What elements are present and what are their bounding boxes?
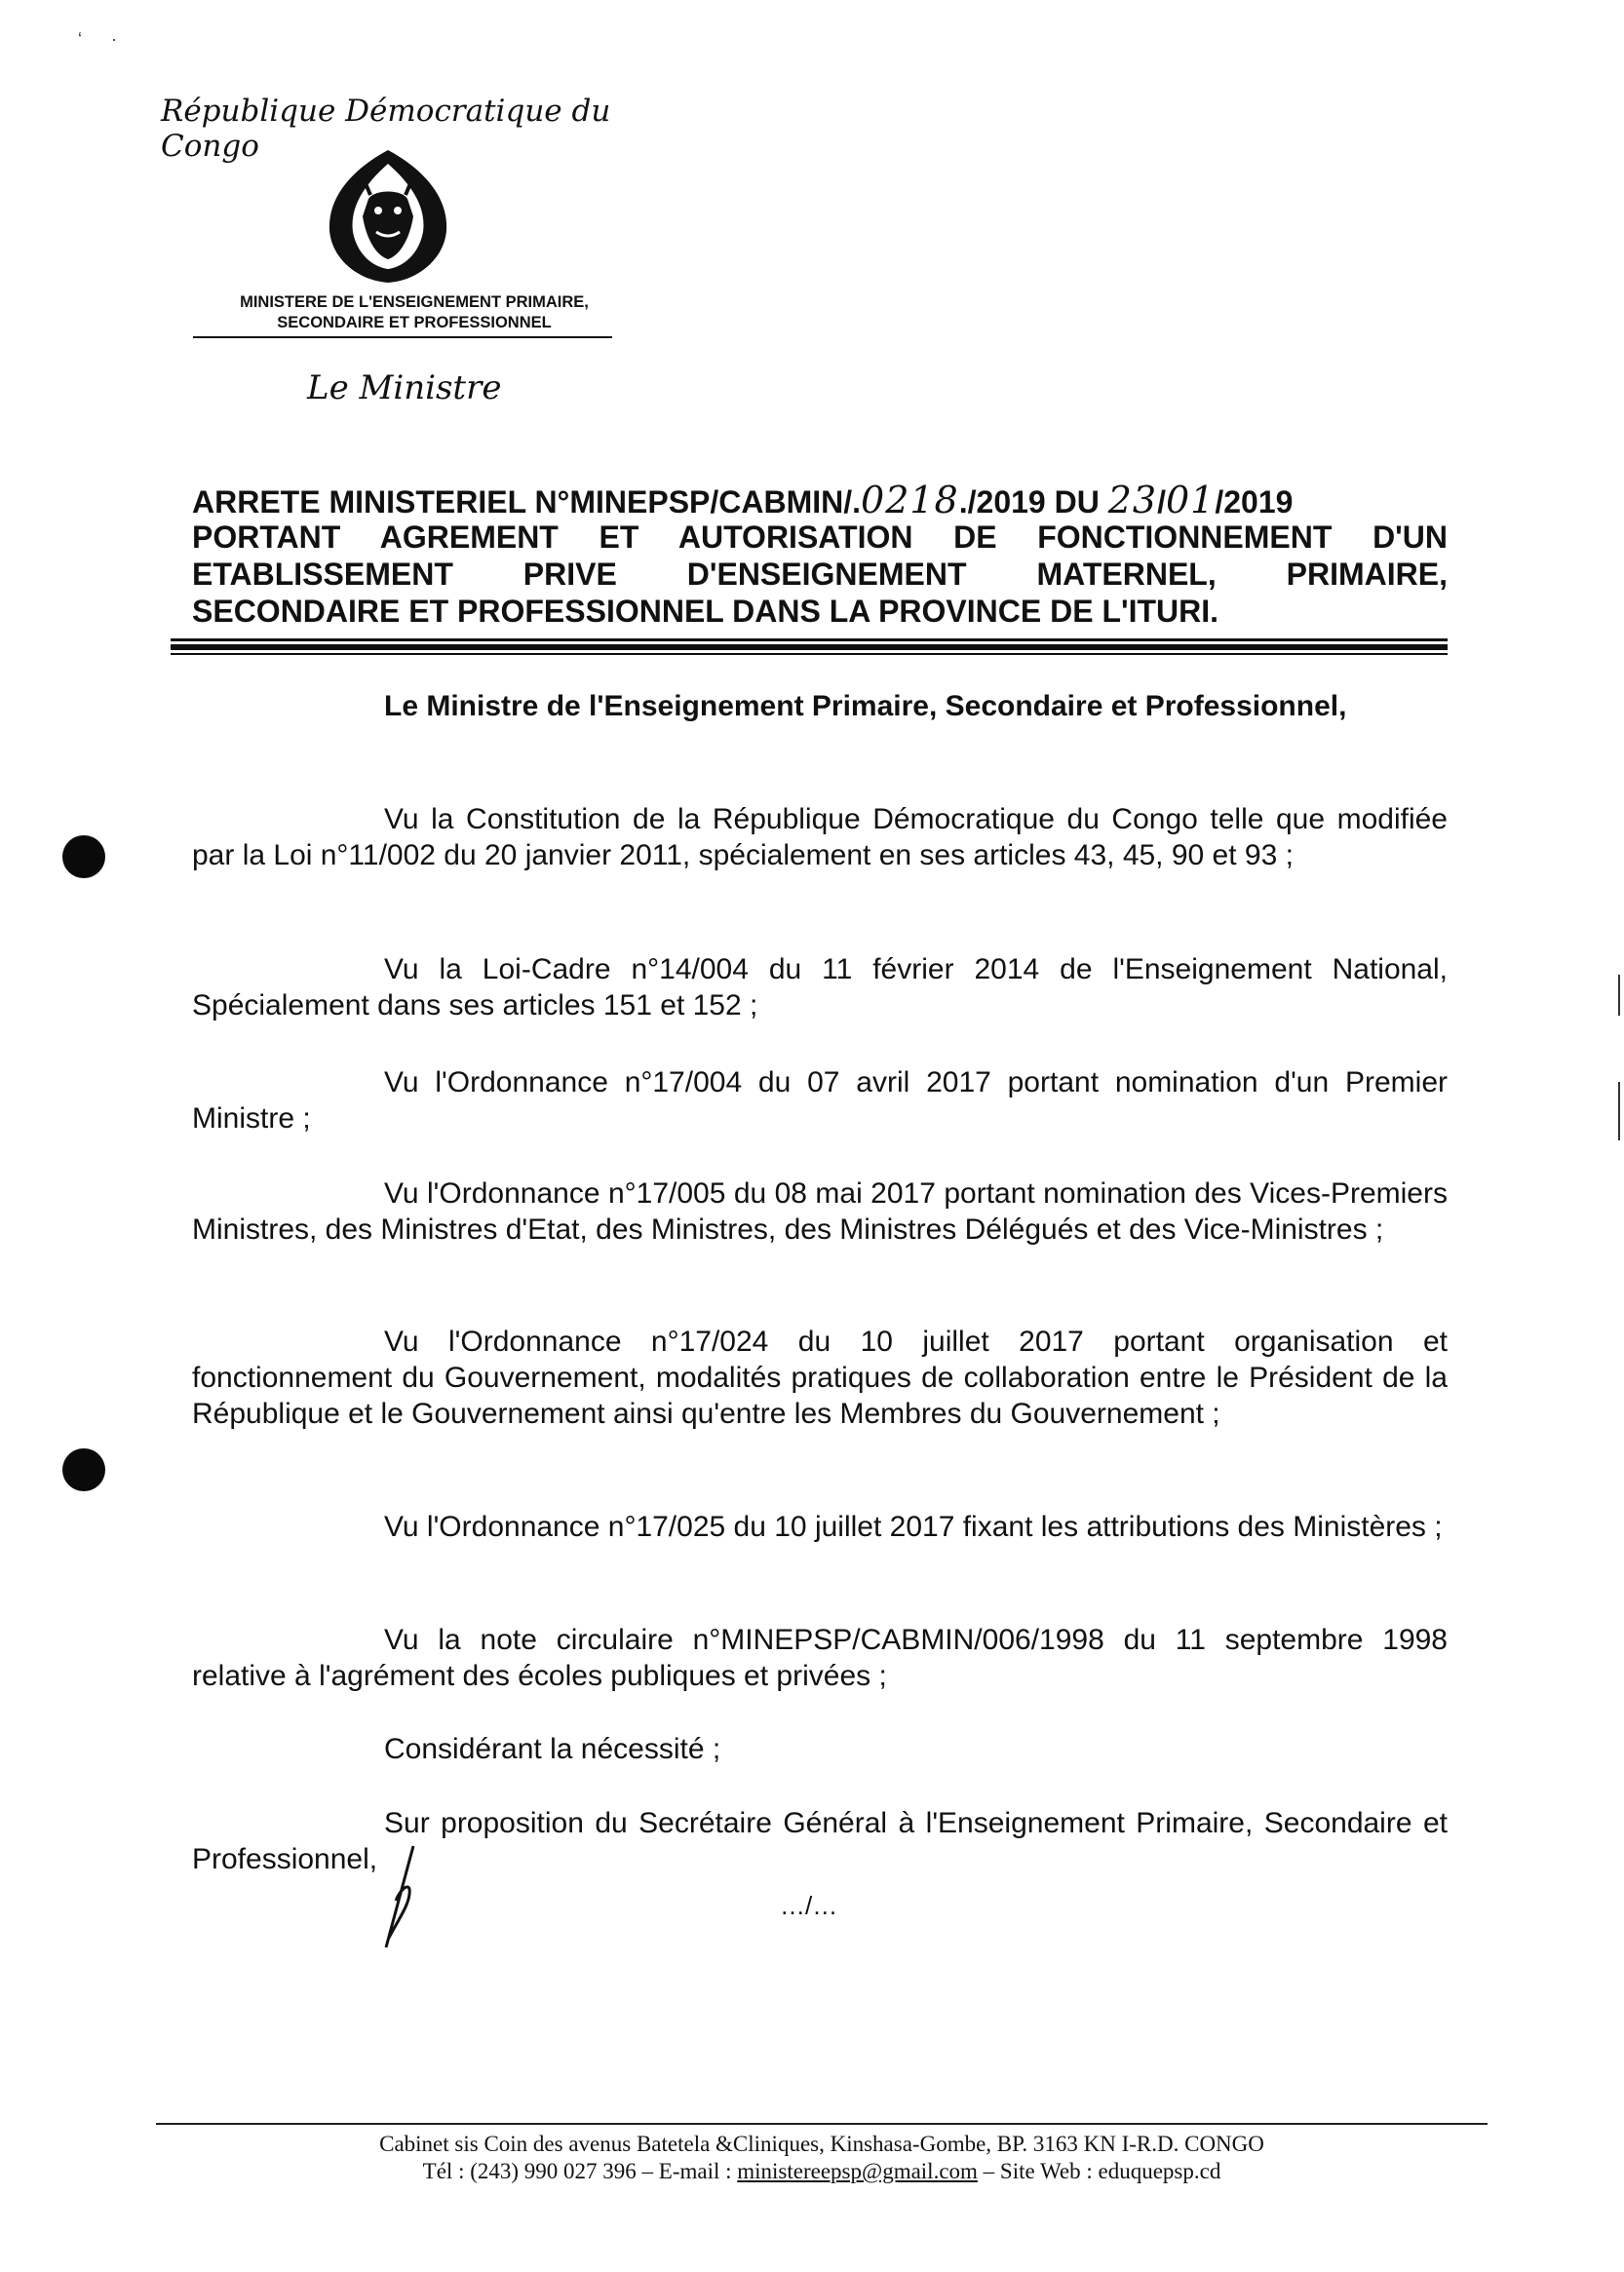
scan-mark: ‘ · xyxy=(78,29,117,49)
handwritten-day: 23 xyxy=(1107,479,1158,521)
title-line-2 xyxy=(192,519,1448,556)
le-ministre-heading: Le Ministre xyxy=(307,368,502,407)
footer-email-link[interactable]: ministereepsp@gmail.com xyxy=(737,2159,978,2183)
scan-edge-mark xyxy=(1618,975,1620,1016)
footer-contact xyxy=(156,2158,1488,2185)
footer-divider xyxy=(156,2123,1488,2125)
title-date-year: /2019 xyxy=(1215,484,1294,520)
preamble-paragraph: Vu l'Ordonnance n°17/025 du 10 juillet 2017 fixant les attributions des Ministères ; xyxy=(384,1511,1443,1543)
preamble-paragraph: Vu l'Ordonnance n°17/005 du 08 mai 2017 portant nomination des Vices-Premiers Ministres, des Ministres d'Etat, des Ministres, des Ministres Délégués et des Vice-Ministres ; xyxy=(192,1177,1448,1246)
preamble-paragraph: Vu la Loi-Cadre n°14/004 du 11 février 2014 de l'Enseignement National, Spécialement dans ses articles 151 et 152 ; xyxy=(192,953,1448,1021)
republic-heading: République Démocratique du Congo xyxy=(161,94,611,164)
title-rule-thin-bottom xyxy=(171,653,1448,655)
preamble-paragraph: Vu l'Ordonnance n°17/024 du 10 juillet 2017 portant organisation et fonctionnement du Gouvernement, modalités pratiques de collaboration entre le Président de la République et le Gouvernement ainsi qu'entre les Membres du Gouvernement ; xyxy=(192,1326,1448,1430)
footer-tel: Tél : (243) 990 027 396 – E-mail : xyxy=(422,2159,738,2183)
title-rule-thin xyxy=(171,638,1448,641)
title-line-3 xyxy=(192,556,1448,593)
preamble-paragraph: Vu la Constitution de la République Démocratique du Congo telle que modifiée par la Loi n°11/002 du 20 janvier 2011, spécialement en ses articles 43, 45, 90 et 93 ; xyxy=(192,803,1448,871)
preamble-paragraph: Sur proposition du Secrétaire Général à l'Enseignement Primaire, Secondaire et Professionnel, xyxy=(192,1807,1448,1875)
title-line-4 xyxy=(192,593,1448,630)
handwritten-decree-number: 0218 xyxy=(861,479,959,521)
preamble-paragraph: Considérant la nécessité ; xyxy=(384,1733,721,1765)
title-number-prefix: ARRETE MINISTERIEL N°MINEPSP/CABMIN/. xyxy=(192,484,862,520)
title-line-2-text: PORTANT AGREMENT ET AUTORISATION DE FONCTIONNEMENT D'UN xyxy=(192,520,1448,555)
handwritten-month: 01 xyxy=(1165,479,1216,521)
title-rule-thick xyxy=(171,644,1448,650)
title-line-4-text: SECONDAIRE ET PROFESSIONNEL DANS LA PROVINCE DE L'ITURI. xyxy=(192,594,1219,629)
ministry-line-2: SECONDAIRE ET PROFESSIONNEL xyxy=(277,314,552,331)
intro-paragraph: Le Ministre de l'Enseignement Primaire, Secondaire et Professionnel, xyxy=(384,690,1347,722)
preamble-paragraph: Vu l'Ordonnance n°17/004 du 07 avril 2017 portant nomination d'un Premier Ministre ; xyxy=(192,1066,1448,1135)
scan-edge-mark xyxy=(1618,1082,1620,1140)
preamble-paragraph: Vu la note circulaire n°MINEPSP/CABMIN/006/1998 du 11 septembre 1998 relative à l'agrément des écoles publiques et privées ; xyxy=(192,1624,1448,1692)
ministry-line-1: MINISTERE DE L'ENSEIGNEMENT PRIMAIRE, xyxy=(240,293,589,311)
initials-paraph xyxy=(370,1842,439,1959)
footer-website: – Site Web : eduquepsp.cd xyxy=(977,2159,1221,2183)
punch-hole-bottom xyxy=(62,1448,105,1491)
continuation-mark: …/… xyxy=(780,1891,838,1920)
footer-address: Cabinet sis Coin des avenus Batetela &Cliniques, Kinshasa-Gombe, BP. 3163 KN I-R.D. CONGO xyxy=(379,2132,1264,2156)
title-line-3-text: ETABLISSEMENT PRIVE D'ENSEIGNEMENT MATERNEL, PRIMAIRE, xyxy=(192,557,1448,592)
coat-of-arms-emblem xyxy=(320,146,456,285)
punch-hole-top xyxy=(62,835,105,878)
title-year-du: ./2019 DU xyxy=(958,484,1100,520)
footer xyxy=(156,2131,1488,2185)
ministry-name xyxy=(185,292,643,333)
ministry-divider xyxy=(193,336,612,338)
title-line-1: ARRETE MINISTERIEL N°MINEPSP/CABMIN/.0218./2019 DU 23/01/2019 xyxy=(192,479,1294,521)
